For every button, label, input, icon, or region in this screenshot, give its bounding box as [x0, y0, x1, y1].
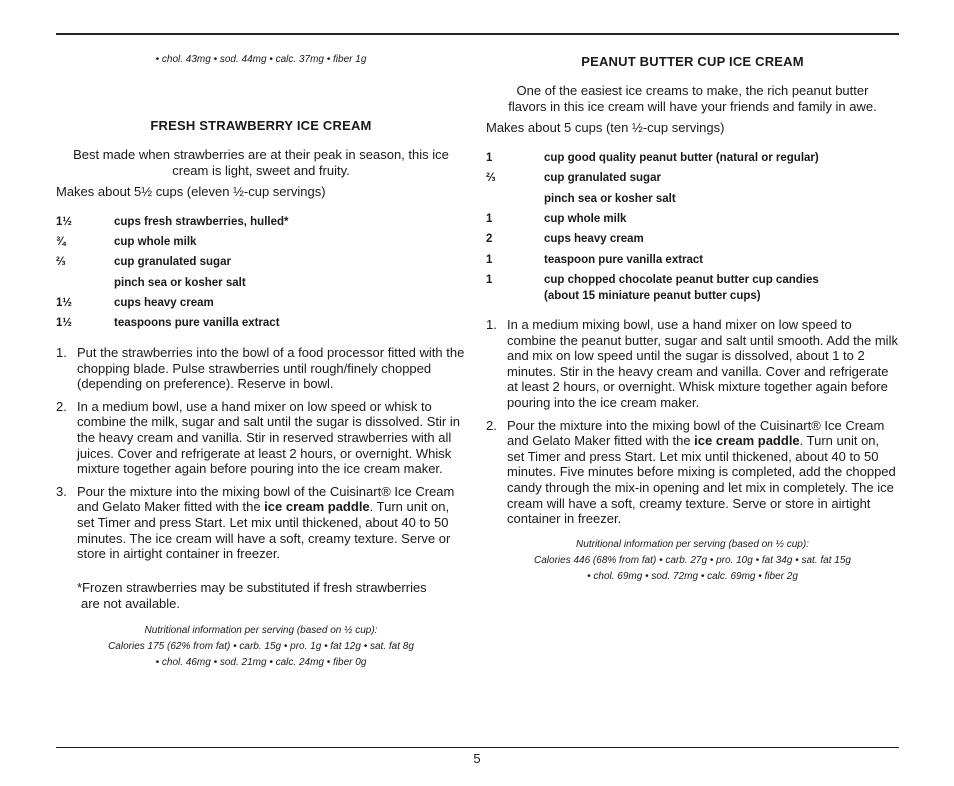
- ingredient-qty: ⅔: [56, 256, 66, 268]
- bottom-rule: [56, 747, 899, 748]
- ingredient-desc: cups heavy cream: [114, 297, 214, 309]
- step-text: In a medium mixing bowl, use a hand mixer on low speed to combine the peanut butter, sugar and salt until smooth. Add the milk and mix on low speed until the sugar is dissolved, about 1 to 2 minutes. Stir in the heavy cream and vanilla. Cover and refrigerate at least 2 hours, or overnight. Whisk mixture together again before pouring into the ice cream maker.: [507, 317, 898, 410]
- step-number: 1.: [486, 317, 497, 332]
- nutrition-info: [486, 537, 899, 585]
- ingredient-desc: pinch sea or kosher salt: [114, 277, 246, 289]
- step-item: [486, 418, 899, 527]
- ingredient-desc: cups fresh strawberries, hulled*: [114, 216, 289, 228]
- recipe-yield: Makes about 5 cups (ten ½-cup servings): [486, 120, 725, 135]
- step-item: [56, 484, 466, 562]
- ingredient-desc: teaspoons pure vanilla extract: [114, 317, 280, 329]
- step-text-bold: ice cream paddle: [694, 433, 800, 449]
- step-text: In a medium bowl, use a hand mixer on low speed or whisk to combine the milk, sugar and salt until the sugar is dissolved. Stir in the heavy cream and vanilla. Stir in reserved strawberries with all juices. Cover and refrigerate at least 2 hours, or overnight. Whisk mixture together again before pouring into the ice cream maker.: [77, 398, 460, 477]
- nutrition-line: • chol. 46mg • sod. 21mg • calc. 24mg • fiber 0g: [155, 657, 367, 668]
- steps-list-strawberry: [56, 345, 466, 569]
- step-number: 2.: [486, 417, 497, 433]
- ingredient-desc: cups heavy cream: [544, 233, 644, 245]
- ingredient-qty: 1: [486, 254, 493, 266]
- step-text-before: Pour the mixture into the mixing bowl of the Cuisinart® Ice Cream and Gelato Maker fitted with the: [77, 483, 455, 515]
- step-item: [56, 345, 466, 392]
- nutrition-line: Calories 175 (62% from fat) • carb. 15g • pro. 1g • fat 12g • sat. fat 8g: [108, 641, 414, 652]
- recipe-intro-line-2: cream is light, sweet and fruity.: [172, 163, 350, 178]
- ingredient-qty: 1½: [56, 317, 72, 329]
- step-text-before: Pour the mixture into the mixing bowl of the Cuisinart® Ice Cream and Gelato Maker fitted with the: [507, 417, 885, 449]
- ingredient-desc: (about 15 miniature peanut butter cups): [544, 290, 761, 302]
- step-number: 1.: [56, 345, 67, 360]
- recipe-title-peanut-butter: PEANUT BUTTER CUP ICE CREAM: [581, 54, 804, 69]
- ingredient-qty: ⅔: [486, 172, 496, 184]
- ingredient-qty: 1: [486, 274, 493, 286]
- recipe-note-line-1: *Frozen strawberries may be substituted if fresh strawberries: [77, 580, 427, 595]
- recipe-intro-line-1: One of the easiest ice creams to make, the rich peanut butter: [516, 83, 869, 98]
- steps-list-peanut-butter: [486, 317, 899, 534]
- ingredient-qty: 1½: [56, 297, 72, 309]
- step-number: 2.: [56, 398, 67, 414]
- ingredient-qty: 1: [486, 213, 493, 225]
- step-number: 3.: [56, 483, 67, 499]
- ingredient-qty: 1½: [56, 216, 72, 228]
- ingredient-desc: cup good quality peanut butter (natural or regular): [544, 152, 819, 164]
- nutrition-line: Nutritional information per serving (based on ½ cup):: [576, 539, 809, 550]
- ingredient-qty: ¾: [56, 236, 66, 248]
- ingredient-desc: cup granulated sugar: [544, 172, 661, 184]
- ingredient-desc: teaspoon pure vanilla extract: [544, 254, 704, 266]
- step-text-bold: ice cream paddle: [264, 499, 370, 515]
- recipe-yield: Makes about 5½ cups (eleven ½-cup servings): [56, 184, 326, 199]
- carryover-nutrition: • chol. 43mg • sod. 44mg • calc. 37mg • fiber 1g: [155, 54, 367, 65]
- step-text-after: . Turn unit on, set Timer and press Start. Let mix until thickened, about 40 to 50 minutes. Five minutes before mixing is completed, add the chopped candy through the mix-in opening and let mix in completely. The ice cream will have a soft, creamy texture. Serve or store in airtight container in freezer.: [507, 433, 896, 527]
- nutrition-line: • chol. 69mg • sod. 72mg • calc. 69mg • fiber 2g: [587, 571, 798, 582]
- step-item: [486, 317, 899, 411]
- ingredient-qty: 1: [486, 152, 493, 164]
- step-item: [56, 399, 466, 477]
- recipe-note-line-2: are not available.: [81, 596, 181, 611]
- page-number: 5: [473, 751, 481, 766]
- ingredient-desc: cup whole milk: [114, 236, 197, 248]
- recipe-intro-line-1: Best made when strawberries are at their peak in season, this ice: [73, 147, 449, 162]
- ingredient-qty: 2: [486, 233, 493, 245]
- nutrition-info: [56, 623, 466, 671]
- ingredient-desc: cup chopped chocolate peanut butter cup candies: [544, 274, 819, 286]
- step-text: Put the strawberries into the bowl of a food processor fitted with the chopping blade. Pulse strawberries until rough/finely chopped (depending on preference). Reserve in bowl.: [77, 345, 465, 392]
- nutrition-line: Nutritional information per serving (based on ½ cup):: [144, 625, 378, 636]
- recipe-intro-line-2: flavors in this ice cream will have your friends and family in awe.: [508, 99, 877, 114]
- recipe-title-strawberry: FRESH STRAWBERRY ICE CREAM: [150, 118, 372, 133]
- nutrition-line: Calories 446 (68% from fat) • carb. 27g • pro. 10g • fat 34g • sat. fat 15g: [534, 555, 851, 566]
- step-text-after: . Turn unit on, set Timer and press Start. Let mix until thickened, about 40 to 50 minutes. The ice cream will have a soft, creamy texture. Serve or store in airtight container in freezer.: [77, 499, 451, 562]
- ingredient-desc: pinch sea or kosher salt: [544, 193, 676, 205]
- ingredient-desc: cup whole milk: [544, 213, 627, 225]
- top-rule: [56, 33, 899, 35]
- ingredient-desc: cup granulated sugar: [114, 256, 231, 268]
